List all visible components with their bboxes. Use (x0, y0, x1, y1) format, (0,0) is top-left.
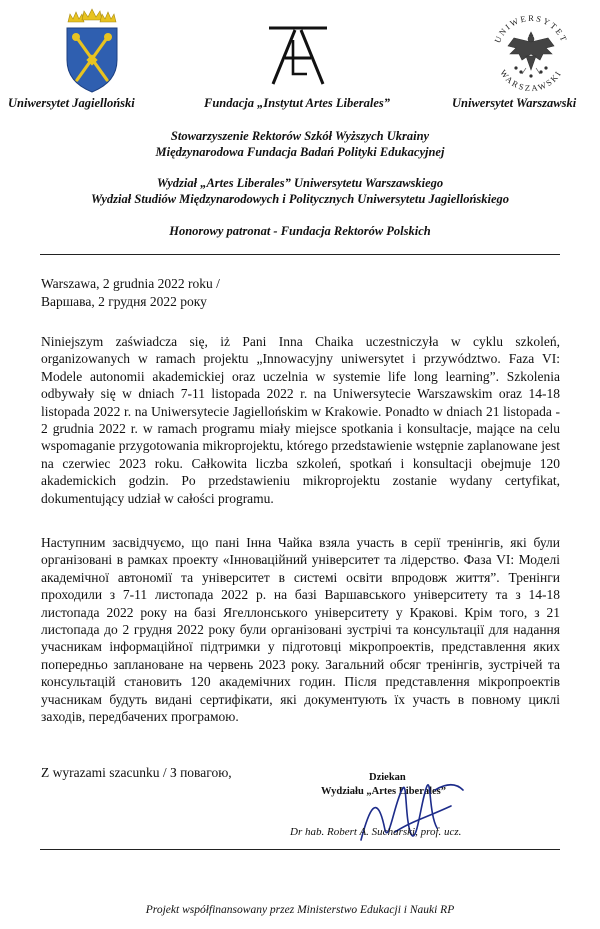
institution-university-of-warsaw: Uniwersytet Warszawski (452, 96, 577, 110)
crowns-icon (68, 9, 116, 22)
handwritten-signature (355, 770, 475, 850)
institution-artes-liberales-foundation: Fundacja „Instytut Artes Liberales” (204, 96, 391, 110)
organizers-block-2 (0, 176, 600, 207)
certificate-body-ukrainian: Наступним засвідчуємо, що пані Інна Чайка взяла участь в серії тренінгів, які були організовані в рамках проекту «Інноваційний університет та лідерство. Фаза VI: Моделі академічної автономії та університет в системі освіти впродовж життя”. Тренінги проходили з 7-11 листопада 2022 р. на базі Варшавського університету та з 14-18 листопада 2022 року на базі Ягеллонського університету у Кракові. Крім того, з 21 листопада до 2 грудня 2022 року були організовані зустрічі та консультації для надання учасникам інформаційної підтримки у підготовці мікропроектів, представлення яких попередньо заплановане на червень 2023 року. Загальний обсяг тренінгів, зустрічей та консультацій становить 120 академічних годин. Після представлення мікропроектів учасникам будуть видані сертифікати, які документують їх участь в повному циклі заходів, передбачених програмою. (41, 535, 560, 725)
institution-jagiellonian-university: Uniwersytet Jagielloński (8, 96, 135, 110)
svg-text:WARSZAWSKI (498, 68, 564, 93)
signatory-faculty: Wydziału „Artes Liberales” (321, 786, 447, 797)
signatory-title: Dziekan (369, 772, 406, 783)
university-of-warsaw-eagle-logo (486, 10, 576, 96)
jagiellonian-university-coat-of-arms-logo (63, 8, 121, 94)
signatory-name: Dr hab. Robert A. Sucharski, prof. ucz. (290, 826, 462, 838)
certificate-body-polish: Niniejszym zaświadcza się, iż Pani Inna Chaika uczestniczyła w cyklu szkoleń, organizowanych w ramach projektu „Innowacyjny uniwersytet i przywództwo. Faza VI: Modele autonomii akademickiej oraz uczelnia w systemie life long learning”. Szkolenia odbywały się w dniach 7-11 listopada 2022 r. na Uniwersytecie Warszawskim oraz 14-18 listopada 2022 r. na Uniwersytecie Jagiellońskim w Krakowie. Ponadto w dniach 21 listopada - 2 grudnia 2022 r. w ramach programu miały miejsce spotkania i konsultacje, mające na celu wspomaganie przygotowania mikroprojektu, którego przedstawienie wstępnie zaplanowane jest na czerwiec 2023 roku. Całkowita liczba szkoleń, spotkań i konsultacji obejmuje 120 akademickich godzin. Po przedstawieniu mikroprojektu zostanie wydany certyfikat, dokumentujący udział w całości programu. (41, 334, 560, 506)
honorary-patronage: Honorowy patronat - Fundacja Rektorów Polskich (169, 224, 431, 238)
date-polish: Warszawa, 2 grudnia 2022 roku / (41, 276, 220, 291)
organizer-association-of-rectors: Stowarzyszenie Rektorów Szkół Wyższych Ukrainy (170, 129, 430, 143)
artes-liberales-logo (263, 18, 333, 86)
organizer-education-policy-foundation: Międzynarodowa Fundacja Badań Polityki Edukacyjnej (155, 144, 445, 159)
funding-note-footer: Projekt współfinansowany przez Ministerstwo Edukacji i Nauki RP (145, 904, 455, 916)
footer-divider (40, 849, 560, 850)
header-divider (40, 254, 560, 255)
closing-salutation: Z wyrazami szacunku / З повагою, (41, 765, 232, 780)
organizer-international-studies-faculty: Wydział Studiów Międzynarodowych i Politycznych Uniwersytetu Jagiellońskiego (90, 191, 510, 206)
uw-logo-bottom-text: WARSZAWSKI (498, 67, 564, 94)
date-ukrainian: Варшава, 2 грудня 2022 року (41, 294, 207, 309)
organizer-artes-liberales-faculty: Wydział „Artes Liberales” Uniwersytetu Warszawskiego (156, 176, 444, 190)
organizers-block-1 (0, 129, 600, 160)
uw-logo-top-text: UNIWERSYTET (492, 12, 570, 45)
